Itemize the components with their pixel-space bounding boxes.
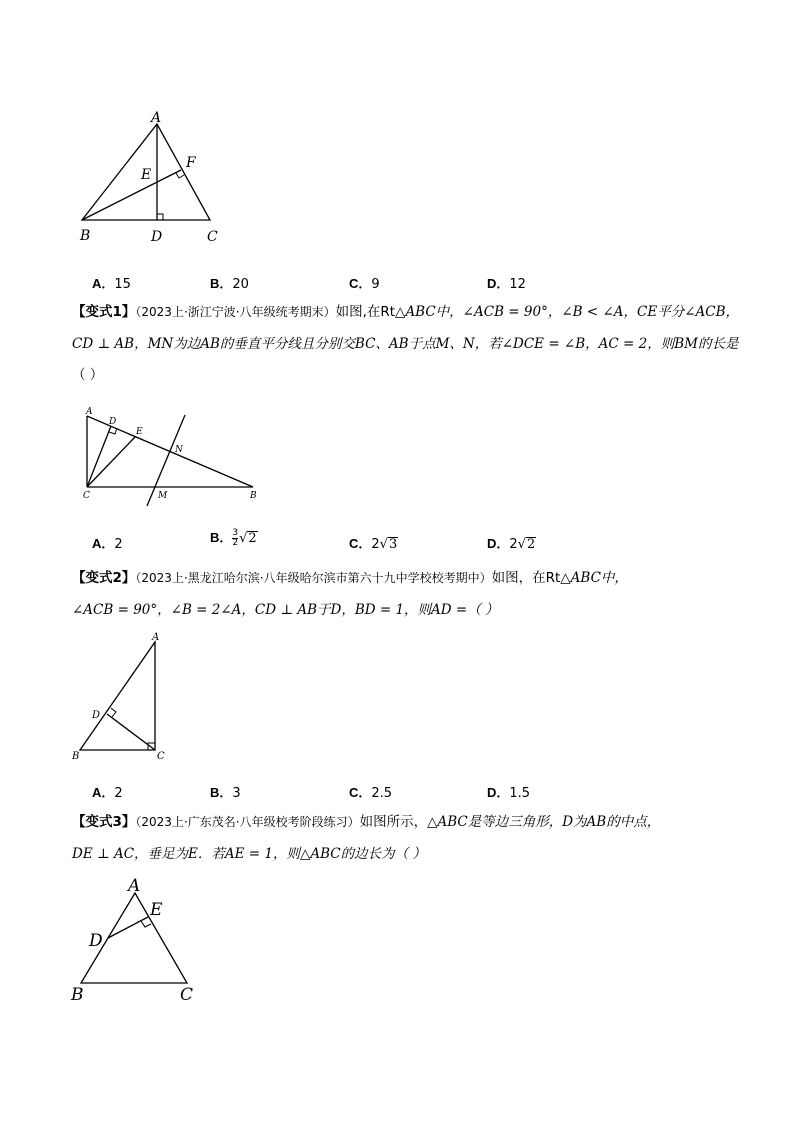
q0-options [92, 273, 592, 293]
label-c: C [157, 751, 165, 762]
segment-cd [87, 426, 111, 487]
q3-tag: 【变式3】 [72, 814, 136, 830]
triangle-abc [80, 642, 155, 750]
q0-option-d[interactable]: D．12 [487, 276, 526, 292]
triangle-symbol: △ [395, 304, 406, 320]
label-a: A [152, 632, 160, 643]
q1-option-d[interactable]: D．2√2 [487, 536, 536, 552]
q0-option-b[interactable]: B．20 [210, 276, 249, 292]
q3-line-1: 【变式3】（2023上·广东茂名·八年级校考阶段练习）如图所示，△ABC是等边三角形，D为AB的中点， [72, 814, 661, 830]
label-a: A [86, 407, 93, 417]
q1-source: （2023上·浙江宁波·八年级统考期末） [135, 305, 336, 319]
label-f: F [186, 155, 196, 171]
label-a: A [151, 110, 162, 126]
q2-line-1: 【变式2】（2023上·黑龙江哈尔滨·八年级哈尔滨市第六十九中学校校考期中）如图，在Rt△ABC中， [72, 570, 628, 586]
right-angle-mark-d [157, 214, 163, 220]
q1-options [92, 528, 592, 553]
q2-options [92, 782, 592, 802]
q2-line-2: ∠ACB = 90°，∠B = 2∠A，CD ⊥ AB于D，BD = 1，则AD =（ ） [72, 602, 499, 618]
q2-option-b[interactable]: B．3 [210, 785, 241, 801]
triangle-symbol: △ [427, 814, 438, 830]
label-b: B [80, 228, 91, 244]
label-n: N [175, 445, 183, 455]
label-c: C [207, 229, 218, 245]
question-variant-3 [72, 812, 732, 864]
label-b: B [71, 985, 84, 1005]
figure-equilateral-triangle [65, 870, 205, 1010]
segment-ce [87, 437, 135, 487]
q3-line-2: DE ⊥ AC，垂足为E．若AE = 1，则△ABC的边长为（ ） [72, 846, 426, 862]
figure-triangle-abc-altitudes [70, 105, 240, 245]
label-d: D [109, 417, 117, 427]
label-b: B [72, 751, 80, 762]
label-a: A [128, 876, 141, 896]
q1-tag: 【变式1】 [72, 304, 136, 320]
figure-right-triangle-cd [70, 630, 175, 765]
q2-option-c[interactable]: C．2.5 [349, 785, 393, 801]
right-angle-mark-f [176, 173, 184, 178]
question-variant-1 [72, 302, 740, 385]
q1-line-2: CD ⊥ AB，MN为边AB的垂直平分线且分别交BC、AB于点M、N，若∠DCE = ∠B，AC = 2，则BM的长是 [72, 336, 739, 352]
right-angle-mark-d [111, 708, 116, 717]
q0-option-a[interactable]: A．15 [92, 276, 131, 292]
label-c: C [180, 985, 194, 1005]
q3-source: （2023上·广东茂名·八年级校考阶段练习） [135, 815, 360, 829]
label-e: E [141, 167, 152, 183]
altitude-bf [82, 170, 181, 220]
label-m: M [158, 491, 168, 501]
q1-line-3: （ ） [72, 367, 104, 383]
q1-option-b[interactable]: B． $\frac{3}{2}$ √2 [210, 528, 257, 548]
label-d: D [151, 229, 163, 245]
label-b: B [250, 491, 257, 501]
q1-option-a[interactable]: A．2 [92, 536, 123, 552]
q2-option-d[interactable]: D．1.5 [487, 785, 531, 801]
triangle-symbol: △ [560, 570, 571, 586]
label-d: D [92, 710, 101, 721]
question-variant-2 [72, 568, 732, 620]
q1-option-c[interactable]: C．2√3 [349, 536, 398, 552]
q2-source: （2023上·黑龙江哈尔滨·八年级哈尔滨市第六十九中学校校考期中） [135, 571, 492, 585]
q1-line-1: 【变式1】（2023上·浙江宁波·八年级统考期末）如图,在Rt△ABC中，∠ACB = 90°，∠B < ∠A，CE平分∠ACB， [72, 304, 740, 320]
q2-option-a[interactable]: A．2 [92, 785, 123, 801]
q0-option-c[interactable]: C．9 [349, 276, 380, 292]
figure-right-triangle-mn [80, 400, 265, 515]
label-d: D [89, 931, 103, 951]
q2-tag: 【变式2】 [72, 570, 136, 586]
triangle-symbol: △ [299, 846, 311, 862]
label-e: E [150, 900, 163, 920]
label-c: C [83, 491, 90, 501]
label-e: E [136, 427, 143, 437]
right-angle-mark-e [141, 921, 151, 927]
